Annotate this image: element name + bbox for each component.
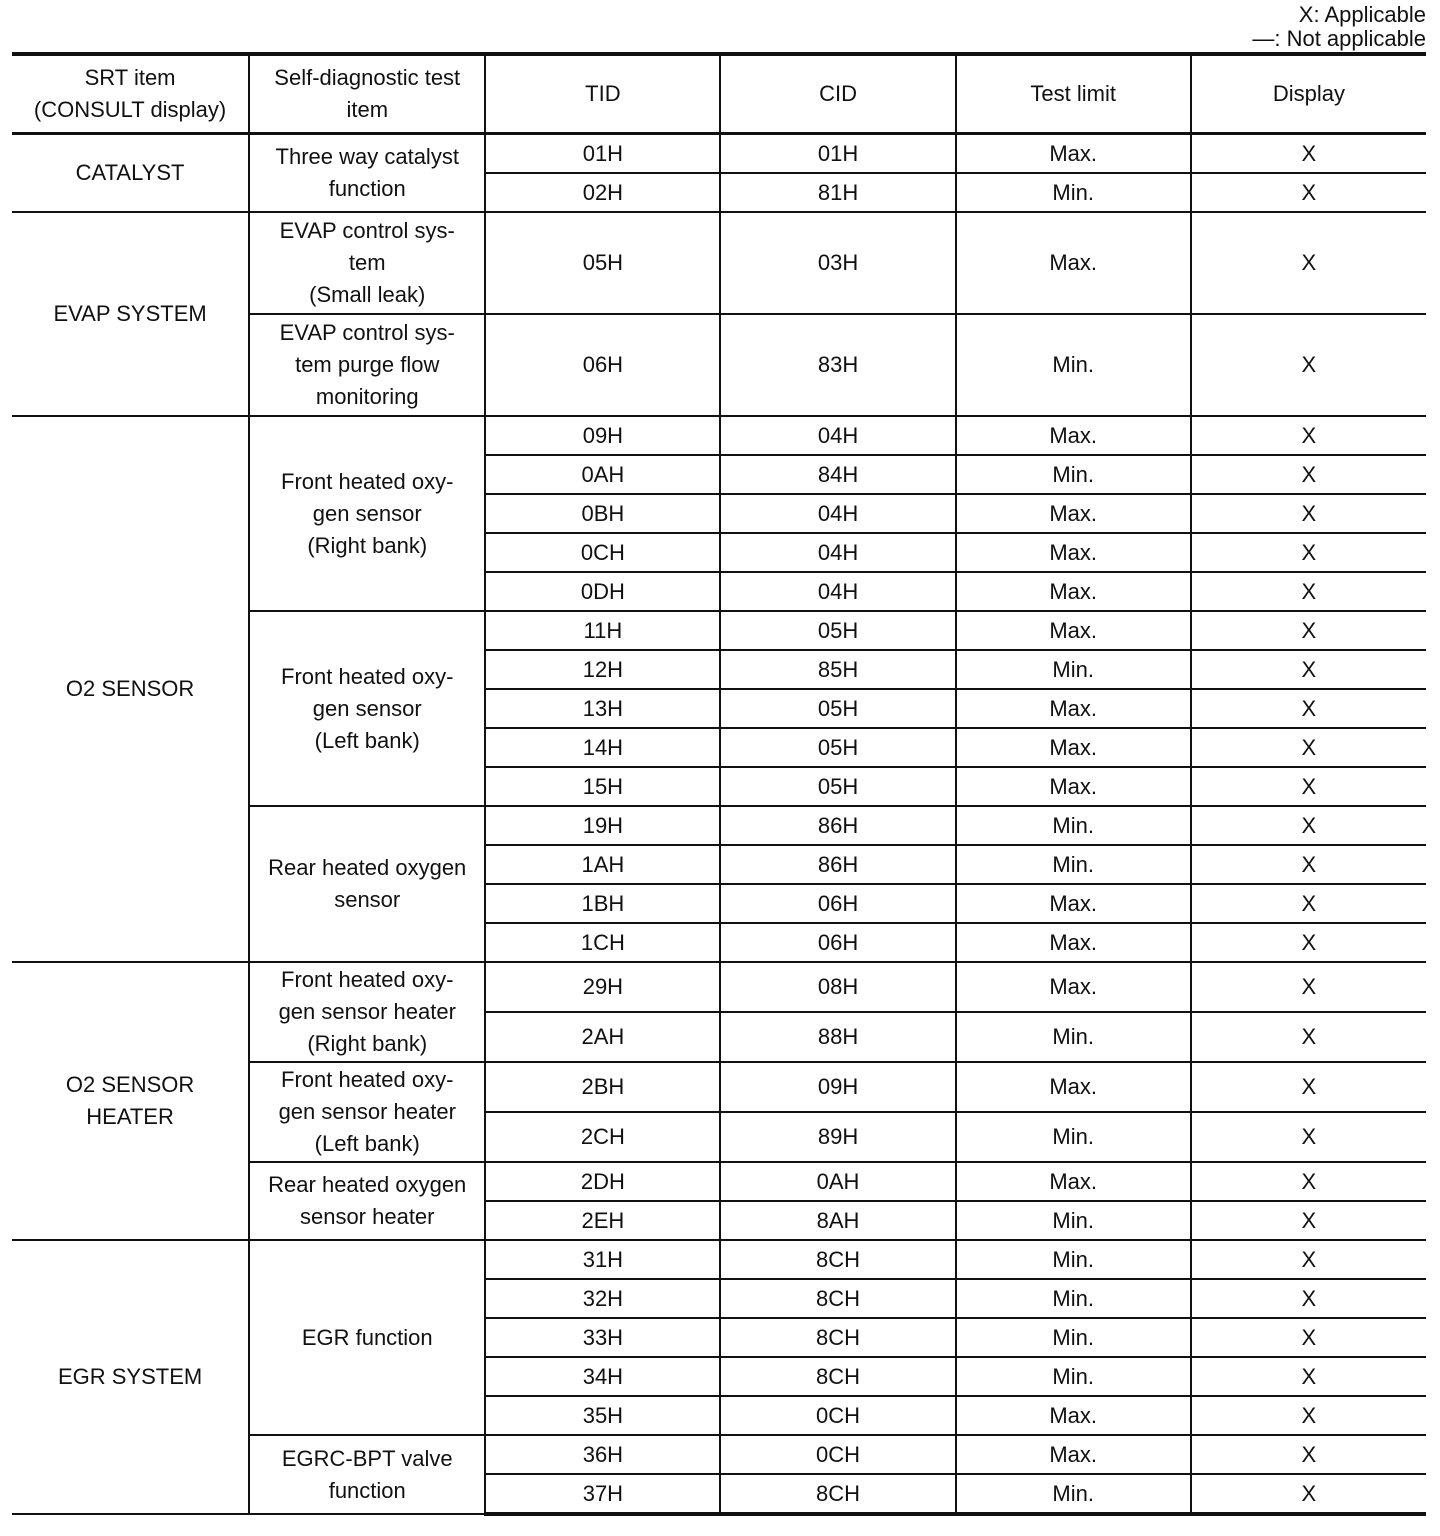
test-item-three-way-catalyst: Three way catalyst function [249, 134, 485, 213]
cid-cell: 8CH [720, 1474, 955, 1514]
limit-cell: Min. [956, 1279, 1191, 1318]
display-cell: X [1191, 416, 1426, 455]
display-cell: X [1191, 767, 1426, 806]
display-cell: X [1191, 1112, 1426, 1162]
tid-cell: 32H [485, 1279, 720, 1318]
tid-cell: 2DH [485, 1162, 720, 1201]
tid-cell: 29H [485, 962, 720, 1012]
cid-cell: 86H [720, 845, 955, 884]
display-cell: X [1191, 1318, 1426, 1357]
tid-cell: 31H [485, 1240, 720, 1279]
tid-cell: 19H [485, 806, 720, 845]
limit-cell: Max. [956, 611, 1191, 650]
limit-cell: Max. [956, 1162, 1191, 1201]
cid-cell: 81H [720, 173, 955, 212]
test-item-front-o2-heater-right: Front heated oxy- gen sensor heater (Right bank) [249, 962, 485, 1062]
limit-cell: Max. [956, 533, 1191, 572]
cid-cell: 89H [720, 1112, 955, 1162]
test-item-rear-o2-heater: Rear heated oxygen sensor heater [249, 1162, 485, 1240]
table-row [12, 962, 1426, 1012]
limit-cell: Min. [956, 173, 1191, 212]
tid-cell: 0AH [485, 455, 720, 494]
header-srt-item: SRT item (CONSULT display) [12, 54, 249, 134]
cid-cell: 85H [720, 650, 955, 689]
cid-cell: 84H [720, 455, 955, 494]
table-row [12, 212, 1426, 314]
limit-cell: Min. [956, 1240, 1191, 1279]
tid-cell: 34H [485, 1357, 720, 1396]
limit-cell: Min. [956, 455, 1191, 494]
srt-o2-sensor: O2 SENSOR [12, 416, 249, 962]
srt-egr-system: EGR SYSTEM [12, 1240, 249, 1514]
limit-cell: Max. [956, 767, 1191, 806]
limit-cell: Max. [956, 416, 1191, 455]
table-row [12, 134, 1426, 174]
cid-cell: 8CH [720, 1318, 955, 1357]
tid-cell: 2BH [485, 1062, 720, 1112]
test-item-egrc-bpt-valve: EGRC-BPT valve function [249, 1435, 485, 1514]
tid-cell: 06H [485, 314, 720, 416]
cid-cell: 05H [720, 728, 955, 767]
tid-cell: 12H [485, 650, 720, 689]
cid-cell: 04H [720, 572, 955, 611]
tid-cell: 36H [485, 1435, 720, 1474]
tid-cell: 0CH [485, 533, 720, 572]
cid-cell: 04H [720, 494, 955, 533]
test-item-evap-small-leak: EVAP control sys- tem (Small leak) [249, 212, 485, 314]
table-row [12, 416, 1426, 455]
limit-cell: Min. [956, 1012, 1191, 1062]
limit-cell: Max. [956, 1062, 1191, 1112]
header-test-limit: Test limit [956, 54, 1191, 134]
cid-cell: 0AH [720, 1162, 955, 1201]
test-item-rear-o2: Rear heated oxygen sensor [249, 806, 485, 962]
tid-cell: 2AH [485, 1012, 720, 1062]
limit-cell: Max. [956, 962, 1191, 1012]
cid-cell: 0CH [720, 1396, 955, 1435]
tid-cell: 01H [485, 134, 720, 174]
tid-cell: 37H [485, 1474, 720, 1514]
display-cell: X [1191, 923, 1426, 962]
display-cell: X [1191, 1062, 1426, 1112]
tid-cell: 2EH [485, 1201, 720, 1240]
tid-cell: 2CH [485, 1112, 720, 1162]
test-item-egr-function: EGR function [249, 1240, 485, 1435]
limit-cell: Max. [956, 212, 1191, 314]
display-cell: X [1191, 212, 1426, 314]
limit-cell: Min. [956, 1357, 1191, 1396]
display-cell: X [1191, 1279, 1426, 1318]
display-cell: X [1191, 689, 1426, 728]
tid-cell: 13H [485, 689, 720, 728]
cid-cell: 03H [720, 212, 955, 314]
tid-cell: 33H [485, 1318, 720, 1357]
cid-cell: 8CH [720, 1357, 955, 1396]
limit-cell: Min. [956, 1318, 1191, 1357]
tid-cell: 11H [485, 611, 720, 650]
display-cell: X [1191, 134, 1426, 174]
limit-cell: Min. [956, 1201, 1191, 1240]
tid-cell: 05H [485, 212, 720, 314]
cid-cell: 0CH [720, 1435, 955, 1474]
limit-cell: Min. [956, 650, 1191, 689]
display-cell: X [1191, 611, 1426, 650]
cid-cell: 8CH [720, 1240, 955, 1279]
display-cell: X [1191, 494, 1426, 533]
display-cell: X [1191, 173, 1426, 212]
legend-not-applicable: —: Not applicable [1252, 26, 1426, 51]
cid-cell: 05H [720, 611, 955, 650]
limit-cell: Max. [956, 689, 1191, 728]
display-cell: X [1191, 455, 1426, 494]
header-display: Display [1191, 54, 1426, 134]
limit-cell: Min. [956, 314, 1191, 416]
display-cell: X [1191, 314, 1426, 416]
cid-cell: 04H [720, 416, 955, 455]
cid-cell: 06H [720, 884, 955, 923]
tid-cell: 1AH [485, 845, 720, 884]
display-cell: X [1191, 1162, 1426, 1201]
cid-cell: 09H [720, 1062, 955, 1112]
display-cell: X [1191, 806, 1426, 845]
cid-cell: 08H [720, 962, 955, 1012]
cid-cell: 05H [720, 767, 955, 806]
legend [1252, 3, 1426, 51]
limit-cell: Min. [956, 1112, 1191, 1162]
srt-table [12, 52, 1426, 1516]
display-cell: X [1191, 845, 1426, 884]
srt-catalyst: CATALYST [12, 134, 249, 213]
tid-cell: 0BH [485, 494, 720, 533]
table-row [12, 1240, 1426, 1279]
display-cell: X [1191, 1435, 1426, 1474]
tid-cell: 1CH [485, 923, 720, 962]
display-cell: X [1191, 1357, 1426, 1396]
limit-cell: Min. [956, 806, 1191, 845]
limit-cell: Max. [956, 923, 1191, 962]
test-item-front-o2-heater-left: Front heated oxy- gen sensor heater (Left bank) [249, 1062, 485, 1162]
limit-cell: Min. [956, 1474, 1191, 1514]
display-cell: X [1191, 1201, 1426, 1240]
display-cell: X [1191, 1012, 1426, 1062]
limit-cell: Max. [956, 134, 1191, 174]
cid-cell: 8AH [720, 1201, 955, 1240]
display-cell: X [1191, 728, 1426, 767]
limit-cell: Max. [956, 1435, 1191, 1474]
tid-cell: 15H [485, 767, 720, 806]
limit-cell: Min. [956, 845, 1191, 884]
display-cell: X [1191, 1396, 1426, 1435]
test-item-front-o2-left: Front heated oxy- gen sensor (Left bank) [249, 611, 485, 806]
test-item-evap-purge-flow: EVAP control sys- tem purge flow monitoring [249, 314, 485, 416]
srt-evap-system: EVAP SYSTEM [12, 212, 249, 416]
tid-cell: 09H [485, 416, 720, 455]
tid-cell: 02H [485, 173, 720, 212]
cid-cell: 8CH [720, 1279, 955, 1318]
display-cell: X [1191, 962, 1426, 1012]
cid-cell: 01H [720, 134, 955, 174]
limit-cell: Max. [956, 572, 1191, 611]
limit-cell: Max. [956, 884, 1191, 923]
legend-applicable: X: Applicable [1298, 2, 1426, 27]
cid-cell: 05H [720, 689, 955, 728]
cid-cell: 83H [720, 314, 955, 416]
srt-o2-sensor-heater: O2 SENSOR HEATER [12, 962, 249, 1240]
tid-cell: 1BH [485, 884, 720, 923]
limit-cell: Max. [956, 728, 1191, 767]
header-row [12, 54, 1426, 134]
tid-cell: 0DH [485, 572, 720, 611]
tid-cell: 35H [485, 1396, 720, 1435]
display-cell: X [1191, 1240, 1426, 1279]
cid-cell: 88H [720, 1012, 955, 1062]
display-cell: X [1191, 1474, 1426, 1514]
display-cell: X [1191, 572, 1426, 611]
display-cell: X [1191, 884, 1426, 923]
limit-cell: Max. [956, 494, 1191, 533]
test-item-front-o2-right: Front heated oxy- gen sensor (Right bank) [249, 416, 485, 611]
header-tid: TID [485, 54, 720, 134]
display-cell: X [1191, 650, 1426, 689]
tid-cell: 14H [485, 728, 720, 767]
cid-cell: 86H [720, 806, 955, 845]
cid-cell: 06H [720, 923, 955, 962]
cid-cell: 04H [720, 533, 955, 572]
header-cid: CID [720, 54, 955, 134]
header-test-item: Self-diagnostic test item [249, 54, 485, 134]
display-cell: X [1191, 533, 1426, 572]
limit-cell: Max. [956, 1396, 1191, 1435]
